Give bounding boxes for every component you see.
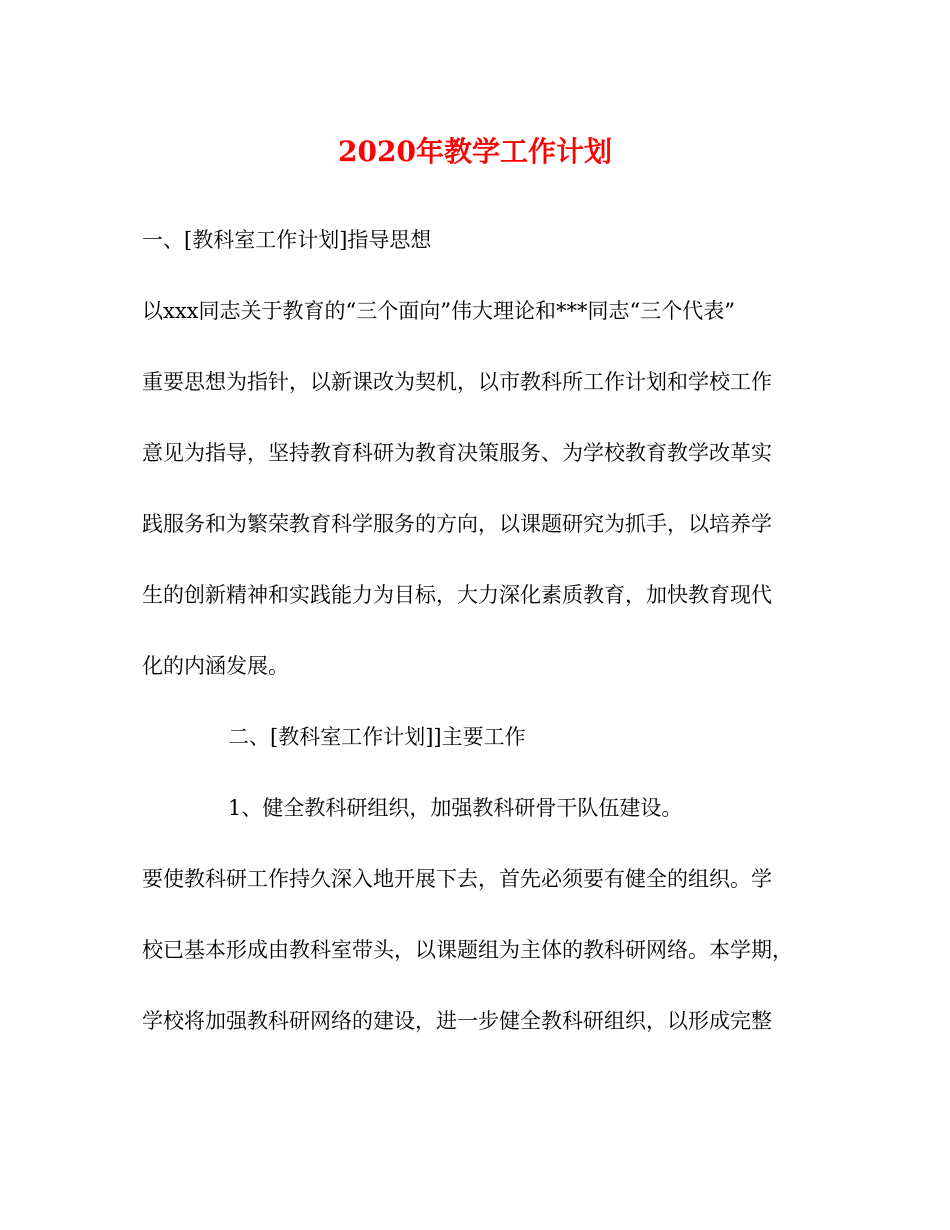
paragraph-line: 践服务和为繁荣教育科学服务的方向，以课题研究为抓手，以培养学: [142, 512, 772, 536]
section-heading-guiding-ideology: 一、[教科室工作计划]指导思想: [142, 228, 432, 252]
paragraph-line: 校已基本形成由教科室带头，以课题组为主体的教科研网络。本学期，: [142, 938, 793, 962]
paragraph-line: 以xxx同志关于教育的“三个面向”伟大理论和***同志“三个代表”: [142, 299, 735, 323]
paragraph-line: 意见为指导，坚持教育科研为教育决策服务、为学校教育教学改革实: [142, 441, 772, 465]
paragraph-line: 重要思想为指针，以新课改为契机，以市教科所工作计划和学校工作: [142, 370, 772, 394]
document-title: 2020年教学工作计划: [338, 135, 612, 168]
section-heading-main-work: 二、[教科室工作计划]]主要工作: [228, 725, 526, 749]
paragraph-line: 化的内涵发展。: [142, 654, 289, 678]
paragraph-line: 学校将加强教科研网络的建设，进一步健全教科研组织，以形成完整: [142, 1009, 772, 1033]
paragraph-line: 要使教科研工作持久深入地开展下去，首先必须要有健全的组织。学: [142, 867, 772, 891]
subsection-heading: 1、健全教科研组织，加强教科研骨干队伍建设。: [228, 796, 683, 820]
paragraph-line: 生的创新精神和实践能力为目标，大力深化素质教育，加快教育现代: [142, 583, 772, 607]
